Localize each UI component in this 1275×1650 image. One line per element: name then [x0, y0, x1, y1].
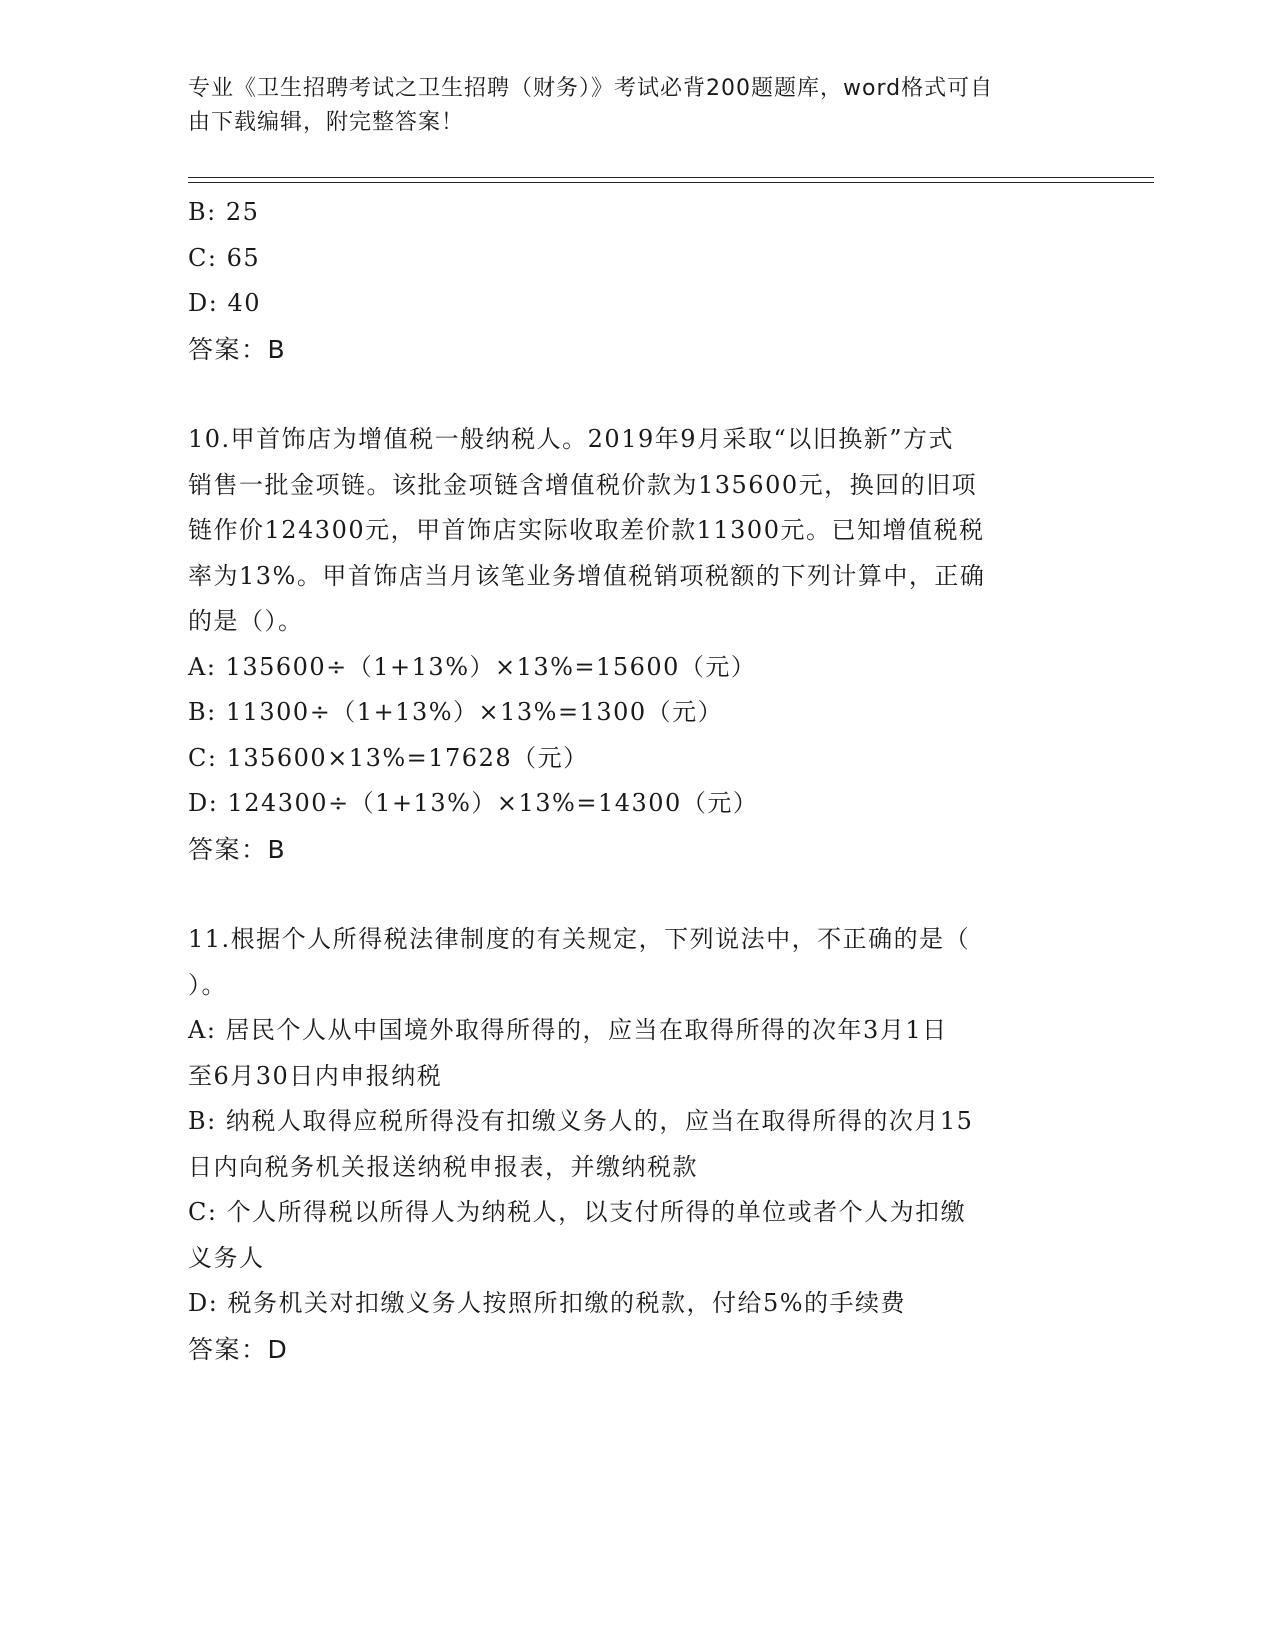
- prev-question-block: [188, 190, 1088, 372]
- question-stem-line: 率为13%。甲首饰店当月该笔业务增值税销项税额的下列计算中，正确: [188, 561, 986, 590]
- option-c: C: 65: [188, 243, 261, 272]
- answer-line: 答案：B: [188, 334, 287, 364]
- question-content: [188, 190, 1088, 1372]
- option-c: C: 个人所得税以所得人为纳税人，以支付所得的单位或者个人为扣缴: [188, 1198, 967, 1226]
- question-stem-line: 的是（）。: [188, 607, 304, 635]
- question-stem-line: 销售一批金项链。该批金项链含增值税价款为135600元，换回的旧项: [188, 470, 978, 499]
- option-b: B: 25: [188, 198, 260, 226]
- option-d: D: 税务机关对扣缴义务人按照所扣缴的税款，付给5%的手续费: [188, 1289, 907, 1317]
- option-a: A: 135600÷（1+13%）×13%=15600（元）: [188, 652, 757, 681]
- question-11: [188, 917, 1088, 1372]
- option-b: B: 纳税人取得应税所得没有扣缴义务人的，应当在取得所得的次月15: [188, 1107, 974, 1135]
- header-title-line-1: 专业《卫生招聘考试之卫生招聘（财务）》考试必背200题题库，word格式可自: [188, 76, 994, 101]
- question-stem-line: 10.甲首饰店为增值税一般纳税人。2019年9月采取“以旧换新”方式: [188, 425, 955, 453]
- option-a: A: 居民个人从中国境外取得所得的，应当在取得所得的次年3月1日: [188, 1016, 948, 1044]
- answer-line: 答案：B: [188, 834, 287, 864]
- option-c-continued: 义务人: [188, 1243, 265, 1272]
- header-rule-bottom: [188, 182, 1154, 183]
- answer-line: 答案：D: [188, 1334, 289, 1364]
- question-stem-line: ）。: [188, 970, 227, 999]
- header-title-line-2: 由下载编辑，附完整答案！: [188, 110, 465, 135]
- question-10: [188, 417, 1088, 872]
- option-b-continued: 日内向税务机关报送纳税申报表，并缴纳税款: [188, 1152, 698, 1181]
- option-d: D: 40: [188, 289, 261, 317]
- option-d: D: 124300÷（1+13%）×13%=14300（元）: [188, 789, 759, 817]
- option-a-continued: 至6月30日内申报纳税: [188, 1061, 443, 1090]
- question-stem-line: 链作价124300元，甲首饰店实际收取差价款11300元。已知增值税税: [188, 516, 985, 544]
- question-stem-line: 11.根据个人所得税法律制度的有关规定，下列说法中，不正确的是（: [188, 925, 971, 953]
- option-c: C: 135600×13%=17628（元）: [188, 743, 589, 772]
- header-rule-top: [188, 177, 1154, 178]
- option-b: B: 11300÷（1+13%）×13%=1300（元）: [188, 698, 724, 726]
- document-header: [188, 72, 1068, 140]
